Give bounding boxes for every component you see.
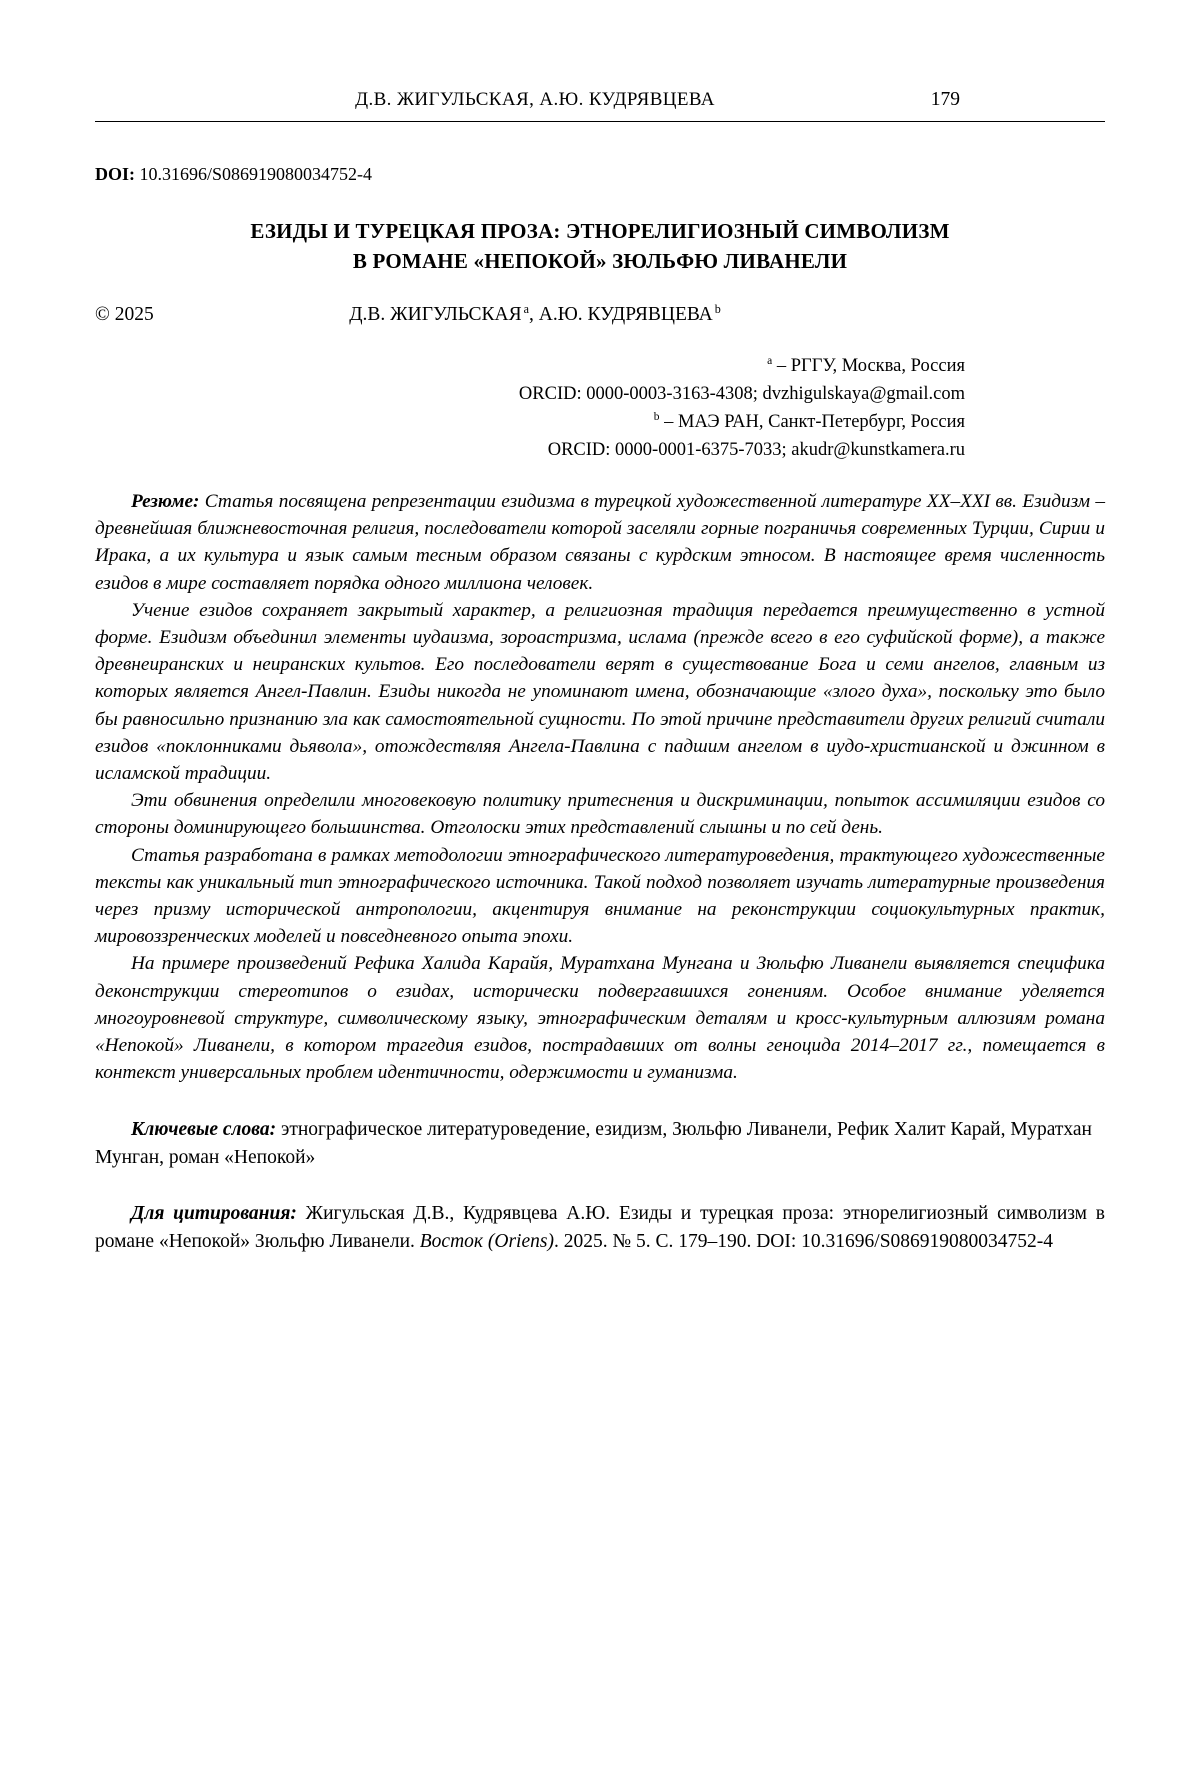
byline-author-1-affiliation-mark: a [523, 301, 529, 316]
abstract-paragraph-5: На примере произведений Рефика Халида Карайя, Муратхана Мунгана и Зюльфю Ливанели выявляется специфика деконструкции стереотипов о езидах, исторически подвергавшихся гонениям. Особое внимание уделяется многоуровневой структуре, символическому языку, этнографическим деталям и кросс-культурным аллюзиям романа «Непокой» Ливанели, в котором трагедия езидов, пострадавших от волны геноцида 2014–2017 гг., помещается в контекст универсальных проблем идентичности, одержимости и гуманизма. [95, 953, 1105, 1084]
abstract-paragraph-1 [95, 488, 1105, 597]
citation-text-1: Жигульская Д.В., Кудрявцева А.Ю. Езиды и турецкая проза: этнорелигиозный символизм в романе «Непокой» Зюльфю Ливанели. [95, 1203, 1105, 1253]
article-title [95, 216, 1105, 276]
citation-journal-name: Восток (Oriens) [419, 1231, 554, 1253]
header-rule [95, 121, 1105, 122]
keywords [95, 1116, 1105, 1172]
page-number: 179 [930, 89, 960, 110]
orcid-line-b [95, 436, 965, 464]
affiliation-b [95, 408, 965, 436]
citation-text-2: . 2025. № 5. С. 179–190. DOI: 10.31696/S086919080034752-4 [553, 1231, 1054, 1253]
affiliation-b-text: – МАЭ РАН, Санкт-Петербург, Россия [659, 412, 965, 432]
abstract [95, 488, 1105, 1086]
affiliation-a-text: – РГГУ, Москва, Россия [772, 356, 965, 376]
byline-authors [349, 301, 721, 325]
article-title-line2: В РОМАНЕ «НЕПОКОЙ» ЗЮЛЬФЮ ЛИВАНЕЛИ [352, 249, 848, 273]
byline [95, 302, 1105, 328]
abstract-label: Резюме: [131, 491, 200, 512]
running-header [95, 88, 1105, 112]
abstract-paragraph-4: Статья разработана в рамках методологии этнографического литературоведения, трактующего художественные тексты как уникальный тип этнографического источника. Такой подход позволяет изучать литературные произведения через призму исторической антропологии, акцентируя внимание на реконструкции социокультурных практик, мировоззренческих моделей и повседневного опыта эпохи. [95, 844, 1105, 948]
keywords-label: Ключевые слова: [131, 1119, 277, 1141]
doi-label: DOI: [95, 164, 135, 184]
abstract-paragraph-2: Учение езидов сохраняет закрытый характер, а религиозная традиция передается преимущественно в устной форме. Езидизм объединил элементы иудаизма, зороастризма, ислама (прежде всего в его суфийской форме), а также древнеиранских и неиранских культов. Его последователи верят в существование Бога и семи ангелов, главным из которых является Ангел-Павлин. Езиды никогда не упоминают имена, обозначающие «злого духа», поскольку это было бы равносильно признанию зла как самостоятельной сущности. По этой причине представители других религий считали езидов «поклонниками дьявола», отождествляя Ангела-Павлина с падшим ангелом в иудо-христианской и джинном в исламской традиции. [95, 599, 1105, 785]
affiliation-a [95, 352, 965, 380]
affiliation-a-mark: a [767, 354, 773, 367]
byline-author-2-affiliation-mark: b [714, 301, 721, 316]
abstract-paragraph-1-text: Статья посвящена репрезентации езидизма в турецкой художественной литературе XX–XXI вв. Езидизм – древнейшая ближневосточная религия, последователи которой заселяли горные пограничья современных Турции, Сирии и Ирака, а их культура и язык самым тесным образом связаны с курдским этносом. В настоящее время численность езидов в мире составляет порядка одного миллиона человек. [95, 491, 1105, 594]
running-head-authors: Д.В. ЖИГУЛЬСКАЯ, А.Ю. КУДРЯВЦЕВА [355, 89, 715, 110]
orcid-line-a [95, 380, 965, 408]
byline-author-1: Д.В. ЖИГУЛЬСКАЯ [349, 304, 522, 325]
orcid-b-text: ORCID: 0000-0001-6375-7033; akudr@kunstkamera.ru [547, 440, 965, 460]
citation-label: Для цитирования: [131, 1203, 297, 1225]
copyright-year: © 2025 [95, 304, 154, 325]
keywords-text: этнографическое литературоведение, езидизм, Зюльфю Ливанели, Рефик Халит Карай, Муратхан Мунган, роман «Непокой» [95, 1119, 1092, 1169]
article-title-line1: ЕЗИДЫ И ТУРЕЦКАЯ ПРОЗА: ЭТНОРЕЛИГИОЗНЫЙ СИМВОЛИЗМ [250, 219, 950, 243]
affiliation-b-mark: b [653, 410, 660, 423]
doi-value: 10.31696/S086919080034752-4 [135, 164, 373, 184]
affiliations-block [95, 352, 1105, 464]
doi-line [95, 162, 1105, 186]
citation [95, 1200, 1105, 1256]
orcid-a-text: ORCID: 0000-0003-3163-4308; dvzhigulskaya@gmail.com [518, 384, 965, 404]
abstract-paragraph-3: Эти обвинения определили многовековую политику притеснения и дискриминации, попыток ассимиляции езидов со стороны доминирующего большинства. Отголоски этих представлений слышны и по сей день. [95, 790, 1105, 839]
byline-author-2: , А.Ю. КУДРЯВЦЕВА [528, 304, 713, 325]
